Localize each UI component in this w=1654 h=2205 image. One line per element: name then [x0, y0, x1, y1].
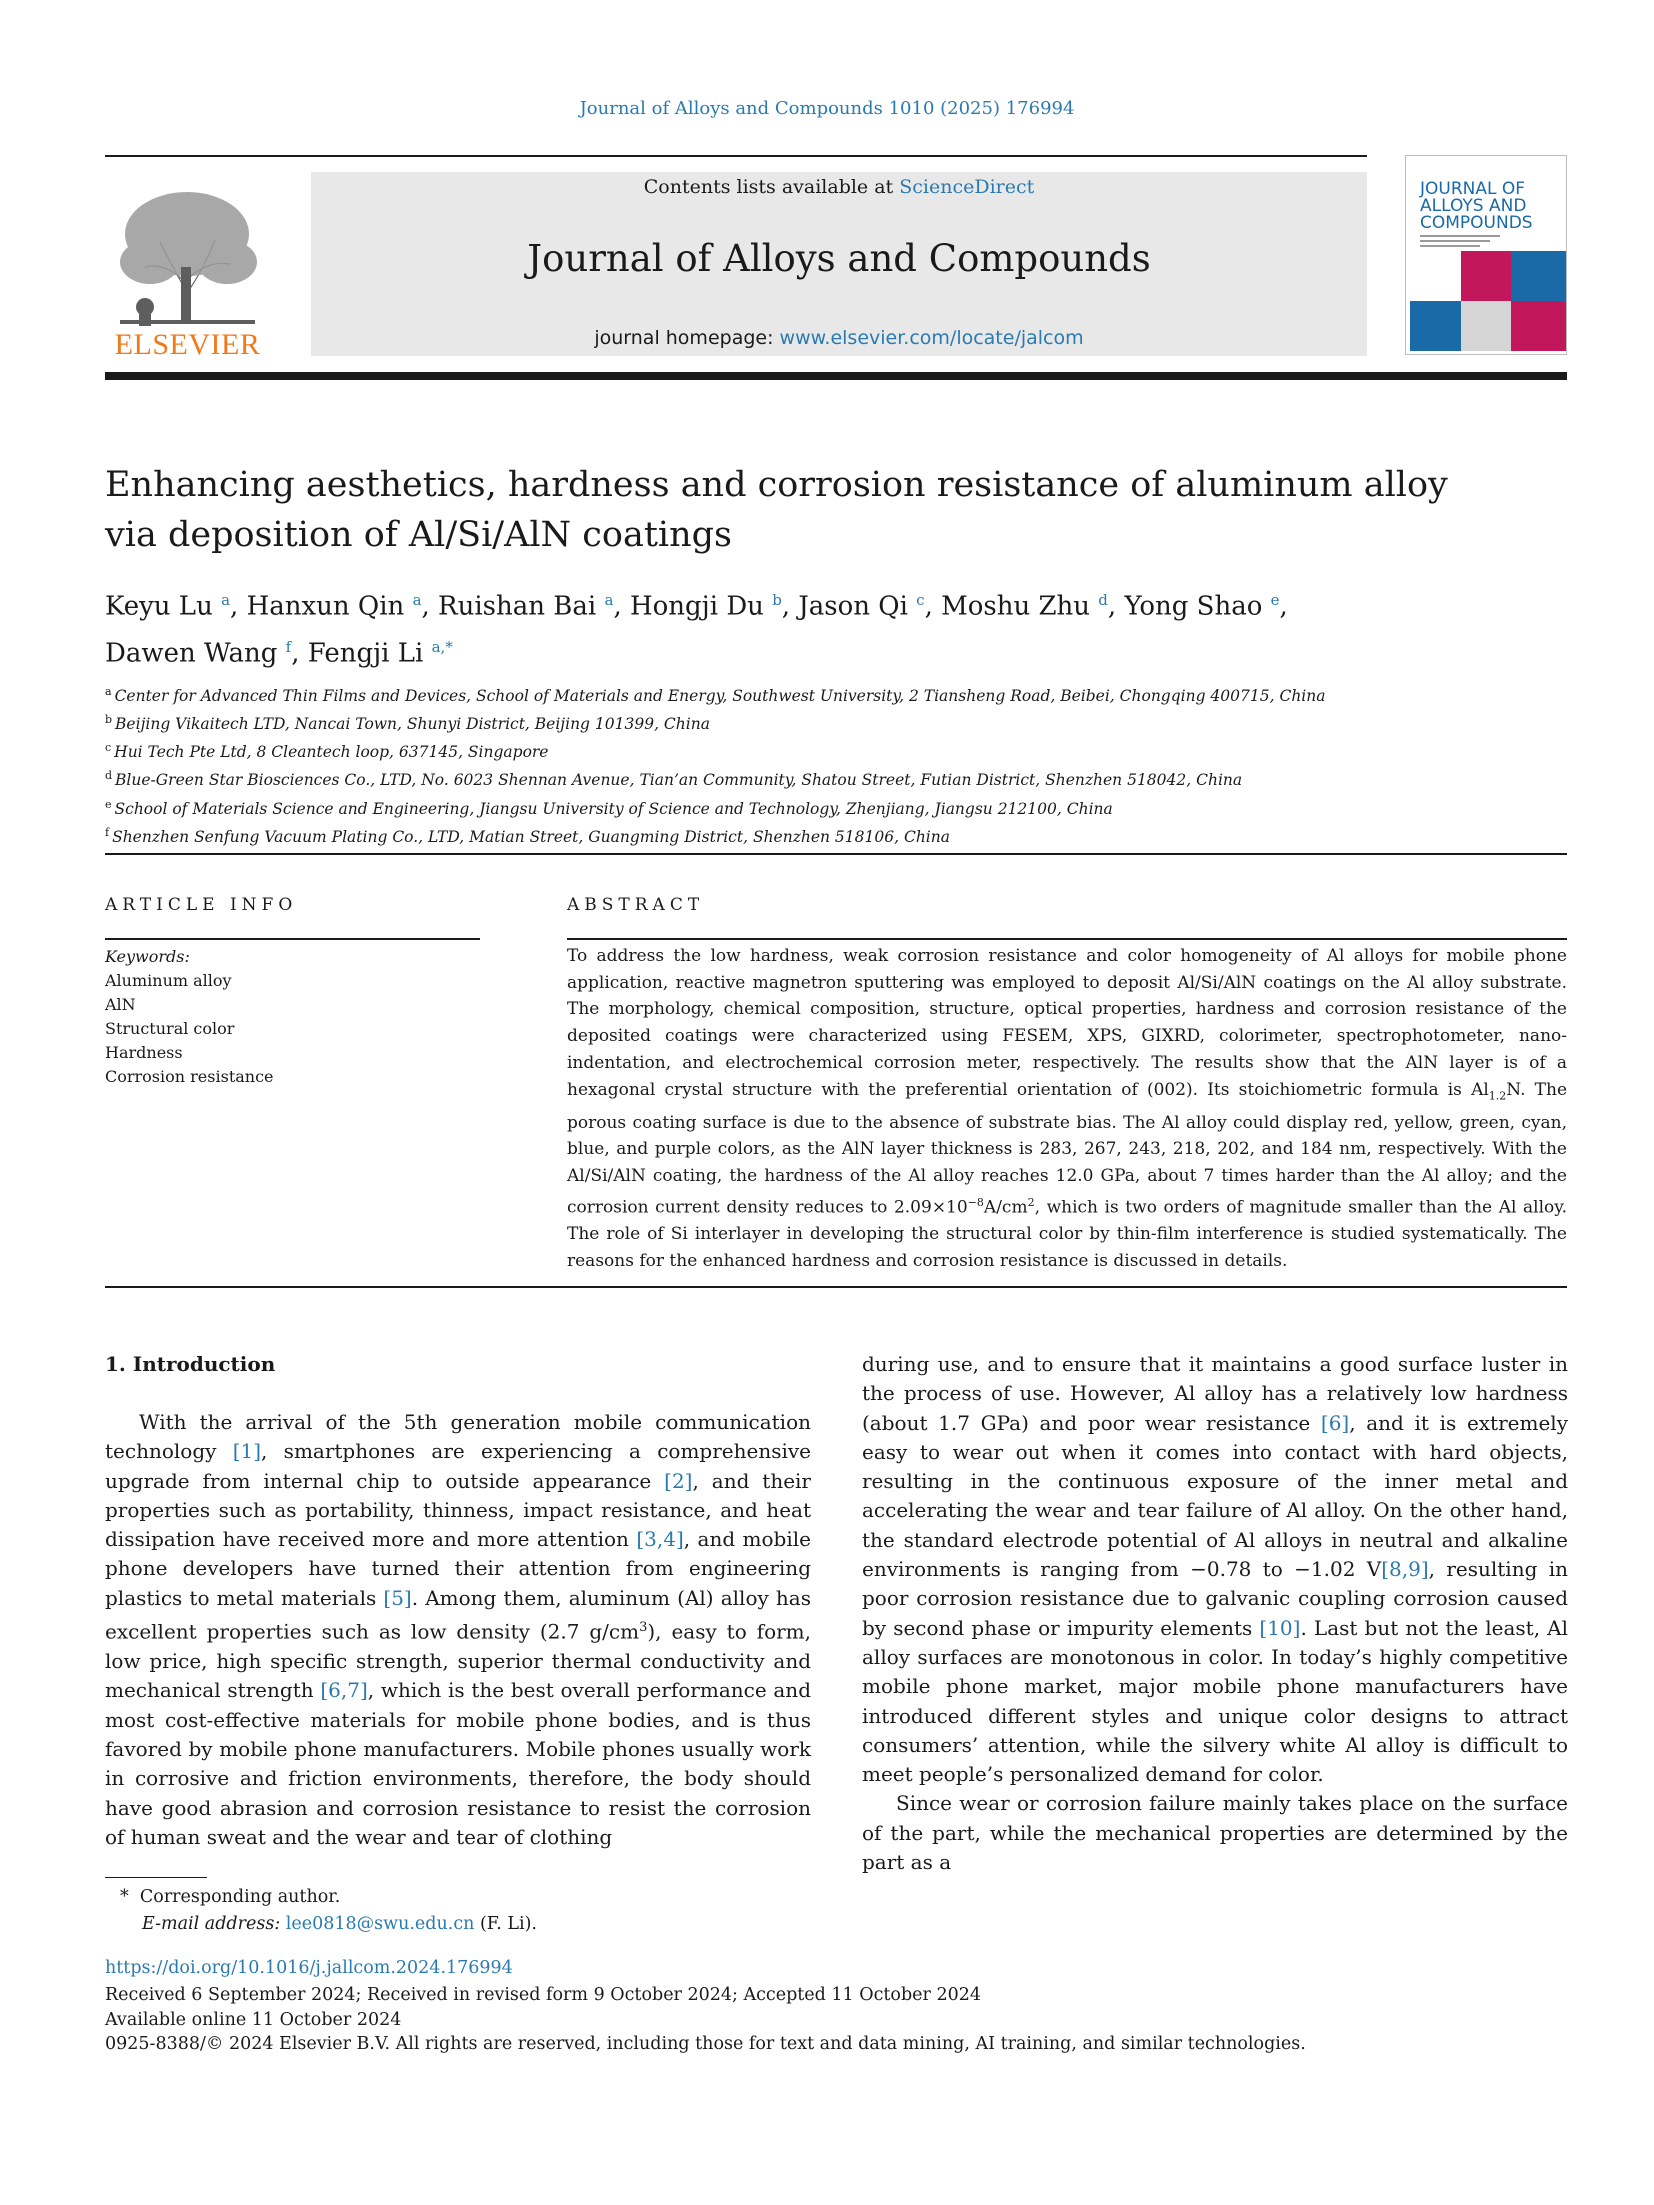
- email-line: [120, 1911, 820, 1938]
- corresponding-author-footnote: [120, 1884, 820, 1938]
- keyword: Aluminum alloy: [105, 971, 232, 990]
- abstract-heading: ABSTRACT: [567, 895, 705, 915]
- abstract-rule: [567, 938, 1567, 940]
- corresponding-text: Corresponding author.: [139, 1887, 341, 1907]
- affiliation: [105, 680, 1565, 708]
- author-affiliation-mark[interactable]: a: [412, 591, 422, 609]
- affiliation-key: e: [105, 797, 112, 811]
- author-affiliation-mark[interactable]: f: [285, 637, 292, 656]
- text-segment: during use, and to ensure that it maintains a good surface luster in the process of use. However, Al alloy has a relatively low hardness (about 1.7 GPa) and poor wear resistance: [862, 1352, 1568, 1435]
- homepage-prefix: journal homepage:: [594, 327, 774, 349]
- text-segment: . Among them, aluminum (Al) alloy has excellent properties such as low density (2.7 g/cm: [105, 1585, 811, 1644]
- citation-link[interactable]: [3,4]: [636, 1527, 684, 1552]
- journal-cover-thumbnail[interactable]: [1405, 155, 1567, 355]
- author-name[interactable]: Yong Shao: [1124, 591, 1263, 622]
- article-info-rule: [105, 938, 480, 940]
- email-link[interactable]: lee0818@swu.edu.cn: [285, 1914, 475, 1934]
- author-separator: ,: [613, 591, 630, 622]
- body-paragraph: Since wear or corrosion failure mainly takes place on the surface of the part, while the mechanical properties are determined by the part as a: [862, 1791, 1568, 1875]
- author-separator: ,: [421, 591, 439, 622]
- homepage-line: [311, 327, 1367, 349]
- received-dates: Received 6 September 2024; Received in revised form 9 October 2024; Accepted 11 October 2024: [105, 1985, 981, 2005]
- text-segment: , which is the best overall performance and most cost-effective materials for mobile phone bodies, and is thus favored by mobile phone manufacturers. Mobile phones usually work in corrosive and friction environments, therefore, the body should have good abrasion and corrosion resistance to resist the corrosion of human sweat and the wear and tear of clothing: [105, 1678, 811, 1849]
- affiliation-list: [105, 680, 1565, 849]
- author-affiliation-mark[interactable]: d: [1098, 591, 1108, 609]
- article-title: [105, 460, 1485, 560]
- text-segment: . Last but not the least, Al alloy surfaces are monotonous in color. In today’s highly competitive mobile phone market, major mobile phone manufacturers have introduced different styles and unique color designs to attract consumers’ attention, while the silvery white Al alloy is difficult to meet people’s personalized demand for color.: [862, 1615, 1568, 1787]
- author-name[interactable]: Ruishan Bai: [438, 591, 597, 622]
- abstract-segment: To address the low hardness, weak corrosion resistance and color homogeneity of Al alloys for mobile phone application, reactive magnetron sputtering was employed to deposit Al/Si/AlN coatings on the Al alloy substrate. The morphology, chemical composition, structure, optical properties, hardness and corrosion resistance of the deposited coatings were characterized using FESEM, XPS, GIXRD, colorimeter, spectrophotometer, nano-indentation, and electrochemical corrosion meter, respectively. The results show that the AlN layer is of a hexagonal crystal structure with the preferential orientation of (002). Its stoichiometric formula is Al: [567, 946, 1567, 1100]
- section-rule: [105, 1286, 1567, 1288]
- abstract-text: [567, 943, 1567, 1274]
- exponent: 2: [1027, 1195, 1035, 1209]
- keyword: Corrosion resistance: [105, 1067, 274, 1086]
- author-name[interactable]: Hanxun Qin: [246, 591, 405, 622]
- homepage-link[interactable]: www.elsevier.com/locate/jalcom: [779, 327, 1084, 349]
- text-segment: , and mobile phone developers have turned their attention from engineering plastics to metal materials: [105, 1527, 811, 1610]
- affiliation: [105, 821, 1565, 849]
- affiliation-text: School of Materials Science and Engineering, Jiangsu University of Science and Technology, Zhenjiang, Jiangsu 212100, China: [114, 799, 1113, 818]
- text-segment: ), easy to form, low price, high specific strength, superior thermal conductivity and mechanical strength: [105, 1619, 812, 1703]
- citation-link[interactable]: [6]: [1320, 1410, 1350, 1435]
- author-name[interactable]: Fengji Li: [307, 638, 424, 669]
- author-affiliation-mark[interactable]: a: [221, 591, 231, 609]
- body-paragraph: [105, 1408, 811, 1852]
- abstract-segment: , which is two orders of magnitude smaller than the Al alloy. The role of Si interlayer in developing the structural color by thin-film interference is studied systematically. The reasons for the enhanced hardness and corrosion resistance is discussed in details.: [567, 1197, 1567, 1271]
- article-info-heading: ARTICLE INFO: [105, 895, 298, 915]
- author-separator: ,: [781, 591, 799, 622]
- affiliation: [105, 793, 1565, 821]
- author-name[interactable]: Dawen Wang: [105, 638, 278, 669]
- citation-link[interactable]: [10]: [1259, 1615, 1301, 1640]
- copyright-line: 0925-8388/© 2024 Elsevier B.V. All rights are reserved, including those for text and data mining, AI training, and similar technologies.: [105, 2034, 1306, 2054]
- email-suffix: (F. Li).: [479, 1914, 537, 1934]
- keyword: Structural color: [105, 1019, 235, 1038]
- citation-link[interactable]: [6,7]: [320, 1678, 368, 1703]
- author-name[interactable]: Jason Qi: [798, 591, 908, 622]
- superscript: 3: [639, 1620, 648, 1636]
- text-segment: With the arrival of the 5th generation mobile communication technology: [105, 1410, 811, 1464]
- affiliation-text: Blue-Green Star Biosciences Co., LTD, No. 6023 Shennan Avenue, Tian’an Community, Shatou Street, Futian District, Shenzhen 518042, China: [115, 771, 1243, 790]
- body-column-left: [105, 1408, 811, 1852]
- keywords-block: [105, 945, 485, 1089]
- text-segment: , and their properties such as portability, thinness, impact resistance, and heat dissipation have received more and more attention: [105, 1468, 811, 1552]
- citation-link[interactable]: [8,9]: [1381, 1557, 1429, 1582]
- author-affiliation-mark[interactable]: b: [772, 591, 782, 609]
- affiliation-text: Hui Tech Pte Ltd, 8 Cleantech loop, 637145, Singapore: [114, 743, 549, 762]
- affiliation-key: c: [105, 741, 112, 755]
- affiliation: [105, 764, 1565, 792]
- cover-subtitle-lines: [1420, 234, 1520, 248]
- abstract-segment: A/cm: [983, 1197, 1028, 1218]
- title-line: via deposition of Al/Si/AlN coatings: [105, 515, 733, 555]
- author-name[interactable]: Keyu Lu: [105, 591, 213, 622]
- affiliation-key: b: [105, 713, 113, 727]
- keyword: AlN: [105, 995, 136, 1014]
- journal-name: Journal of Alloys and Compounds: [527, 237, 1151, 280]
- cover-block: [1511, 251, 1566, 301]
- keyword: Hardness: [105, 1043, 183, 1062]
- available-online: Available online 11 October 2024: [105, 2009, 402, 2030]
- cover-block: [1511, 301, 1566, 351]
- abstract-segment: N. The porous coating surface is due to the absence of substrate bias. The Al alloy could display red, yellow, green, cyan, blue, and purple colors, as the AlN layer thickness is 283, 267, 243, 218, 202, and 184 nm, respectively. With the Al/Si/AlN coating, the hardness of the Al alloy reaches 12.0 GPa, about 7 times harder than the Al alloy; and the corrosion current density reduces to 2.09×10: [567, 1079, 1568, 1218]
- author-affiliation-mark[interactable]: e: [1270, 591, 1280, 609]
- top-rule: [105, 155, 1367, 157]
- author-name[interactable]: Moshu Zhu: [941, 591, 1091, 622]
- cover-block: [1461, 251, 1511, 301]
- title-line: Enhancing aesthetics, hardness and corrosion resistance of aluminum alloy: [105, 465, 1448, 505]
- affiliation-text: Shenzhen Senfung Vacuum Plating Co., LTD, Matian Street, Guangming District, Shenzhen 518106, China: [112, 827, 950, 846]
- section-heading-introduction: 1. Introduction: [105, 1352, 276, 1376]
- asterisk-mark: *: [120, 1887, 129, 1907]
- author-separator: ,: [1279, 591, 1288, 622]
- contents-prefix: Contents lists available at: [643, 176, 894, 198]
- author-separator: ,: [230, 591, 247, 622]
- author-affiliation-mark[interactable]: a,*: [431, 637, 453, 656]
- doi-link[interactable]: https://doi.org/10.1016/j.jallcom.2024.176994: [105, 1958, 513, 1978]
- keywords-label: Keywords:: [105, 947, 190, 966]
- sciencedirect-link[interactable]: ScienceDirect: [899, 176, 1035, 198]
- affiliation-key: d: [105, 769, 113, 783]
- section-rule: [105, 853, 1567, 855]
- affiliation-key: a: [105, 685, 112, 698]
- author-separator: ,: [1107, 591, 1125, 622]
- affiliation-key: f: [105, 825, 110, 839]
- text-segment: , smartphones are experiencing a comprehensive upgrade from internal chip to outside appearance: [105, 1439, 811, 1493]
- author-name[interactable]: Hongji Du: [629, 591, 764, 622]
- affiliation-text: Beijing Vikaitech LTD, Nancai Town, Shunyi District, Beijing 101399, China: [115, 715, 710, 734]
- author-affiliation-mark[interactable]: a: [604, 591, 614, 609]
- body-column-right: [862, 1350, 1568, 1877]
- contents-line: [311, 176, 1367, 198]
- cover-block: [1410, 301, 1461, 351]
- journal-reference[interactable]: Journal of Alloys and Compounds 1010 (2025) 176994: [579, 98, 1075, 119]
- journal-masthead: [311, 172, 1367, 356]
- article-dates: [105, 1983, 1405, 2057]
- header-thick-rule: [105, 372, 1567, 380]
- body-paragraph: [862, 1350, 1568, 1789]
- citation-link[interactable]: [1]: [232, 1439, 262, 1464]
- publisher-wordmark: ELSEVIER: [114, 328, 261, 361]
- affiliation: [105, 736, 1565, 764]
- citation-link[interactable]: [5]: [383, 1585, 412, 1610]
- text-segment: , and it is extremely easy to wear out when it comes into contact with hard objects, resulting in the continuous exposure of the inner metal and accelerating the wear and tear failure of Al alloy. On the other hand, the standard electrode potential of Al alloys in neutral and alkaline environments is ranging from −0.78 to −1.02 V: [862, 1410, 1568, 1582]
- author-separator: ,: [291, 638, 308, 669]
- text-segment: , resulting in poor corrosion resistance due to galvanic coupling corrosion caused by second phase or impurity elements: [862, 1557, 1569, 1640]
- corresponding-line: [120, 1884, 820, 1911]
- formula-subscript: 1.2: [1488, 1088, 1507, 1102]
- cover-block: [1461, 301, 1511, 351]
- affiliation: [105, 708, 1565, 736]
- cover-title: JOURNAL OF ALLOYS AND COMPOUNDS: [1420, 179, 1533, 233]
- author-list: [105, 580, 1505, 673]
- footnote-rule: [105, 1877, 207, 1878]
- author-separator: ,: [924, 591, 942, 622]
- email-label: E-mail address:: [142, 1914, 281, 1934]
- author-affiliation-mark[interactable]: c: [916, 591, 925, 609]
- citation-link[interactable]: [2]: [664, 1468, 693, 1493]
- exponent: −8: [967, 1195, 984, 1209]
- affiliation-text: Center for Advanced Thin Films and Devices, School of Materials and Energy, Southwest University, 2 Tiansheng Road, Beibei, Chongqing 400715, China: [114, 687, 1326, 706]
